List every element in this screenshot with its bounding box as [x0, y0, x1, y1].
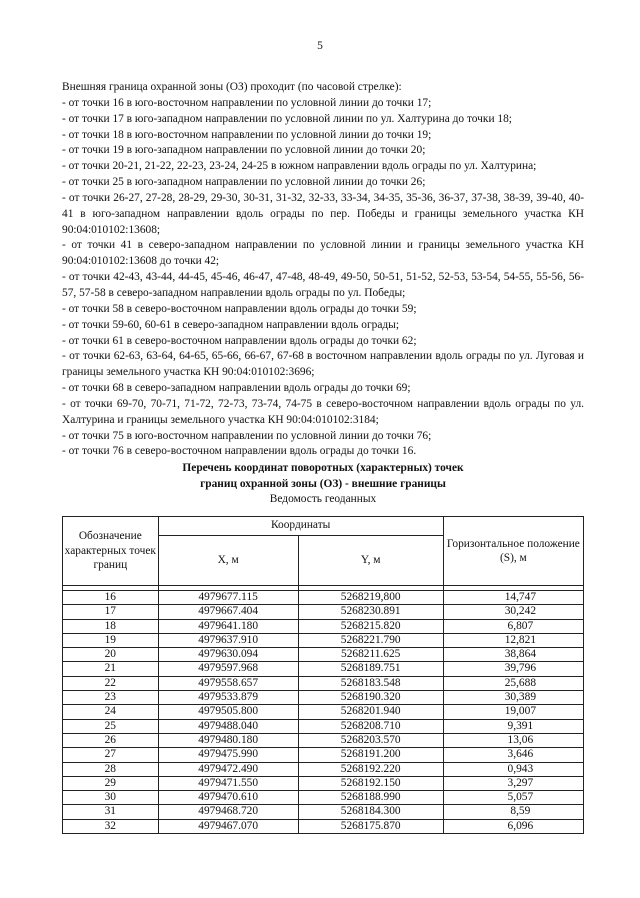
cell-y: 5268208.710 — [298, 719, 443, 733]
cell-y: 5268188.990 — [298, 791, 443, 805]
cell-point: 24 — [63, 705, 159, 719]
table-row — [63, 791, 584, 805]
table-row — [63, 748, 584, 762]
cell-point: 28 — [63, 762, 159, 776]
cell-point: 32 — [63, 819, 159, 833]
cell-horizontal: 3,297 — [443, 776, 583, 790]
cell-x: 4979677.115 — [158, 591, 298, 605]
table-row — [63, 633, 584, 647]
table-row — [63, 762, 584, 776]
paragraph-points-62-68: - от точки 62-63, 63-64, 64-65, 65-66, 66-67, 67-68 в восточном направлении вдоль ограды по ул. Луговая и границы земельного участка КН 90:04:010102:3696; — [62, 350, 584, 379]
paragraph-points-69-75: - от точки 69-70, 70-71, 71-72, 72-73, 73-74, 74-75 в северо-восточном направлении вдоль ограды по ул. Халтурина и границы земельного участка КН 90:04:010102:3184; — [62, 397, 584, 426]
cell-point: 25 — [63, 719, 159, 733]
cell-x: 4979467.070 — [158, 819, 298, 833]
cell-y: 5268211.625 — [298, 648, 443, 662]
cell-point: 31 — [63, 805, 159, 819]
table-row — [63, 591, 584, 605]
cell-y: 5268175.870 — [298, 819, 443, 833]
cell-y: 5268192.150 — [298, 776, 443, 790]
table-body — [63, 586, 584, 834]
paragraph-points-20-25: - от точки 20-21, 21-22, 22-23, 23-24, 24-25 в южном направлении вдоль ограды по ул. Халтурина; — [62, 160, 537, 173]
cell-point: 23 — [63, 691, 159, 705]
cell-point: 26 — [63, 733, 159, 747]
table-row — [63, 662, 584, 676]
cell-point: 18 — [63, 619, 159, 633]
cell-x: 4979667.404 — [158, 605, 298, 619]
header-y: Y, м — [298, 536, 443, 586]
paragraph-point-61: - от точки 61 в северо-восточном направлении вдоль ограды до точки 62; — [62, 334, 417, 347]
cell-horizontal: 30,242 — [443, 605, 583, 619]
cell-y: 5268203.570 — [298, 733, 443, 747]
cell-horizontal: 38,864 — [443, 648, 583, 662]
cell-x: 4979470.610 — [158, 791, 298, 805]
cell-point: 29 — [63, 776, 159, 790]
table-row — [63, 676, 584, 690]
cell-y: 5268219,800 — [298, 591, 443, 605]
paragraph-point-25: - от точки 25 в юго-западном направлении по условной линии до точки 26; — [62, 176, 426, 189]
cell-x: 4979630.094 — [158, 648, 298, 662]
paragraph-point-19: - от точки 19 в юго-западном направлении по условной линии до точки 20; — [62, 144, 426, 157]
page-number: 5 — [317, 40, 323, 52]
cell-point: 19 — [63, 633, 159, 647]
table-row — [63, 776, 584, 790]
cell-horizontal: 14,747 — [443, 591, 583, 605]
cell-x: 4979468.720 — [158, 805, 298, 819]
cell-y: 5268230.891 — [298, 605, 443, 619]
paragraph-point-68: - от точки 68 в северо-западном направлении вдоль ограды до точки 69; — [62, 382, 411, 395]
paragraph-point-41: - от точки 41 в северо-западном направлении по условной линии и границы земельного участка КН 90:04:010102:13608 до точки 42; — [62, 239, 584, 268]
paragraph-point-17: - от точки 17 в юго-западном направлении по условной линии по ул. Халтурина до точки 18; — [62, 112, 512, 125]
cell-horizontal: 13,06 — [443, 733, 583, 747]
table-row — [63, 733, 584, 747]
cell-y: 5268190.320 — [298, 691, 443, 705]
cell-horizontal: 39,796 — [443, 662, 583, 676]
cell-y: 5268201.940 — [298, 705, 443, 719]
heading-line-1: Перечень координат поворотных (характерных) точек — [182, 462, 464, 474]
table-row — [63, 691, 584, 705]
cell-x: 4979505.800 — [158, 705, 298, 719]
cell-x: 4979480.180 — [158, 733, 298, 747]
header-horizontal-position: Горизонтальное положение (S), м — [443, 517, 583, 586]
cell-point: 27 — [63, 748, 159, 762]
cell-horizontal: 6,807 — [443, 619, 583, 633]
cell-horizontal: 30,389 — [443, 691, 583, 705]
header-point-label: Обозначение характерных точек границ — [63, 517, 159, 586]
paragraph-point-58: - от точки 58 в северо-восточном направлении вдоль ограды до точки 59; — [62, 302, 417, 315]
cell-point: 20 — [63, 648, 159, 662]
table-heading — [62, 461, 584, 508]
cell-horizontal: 5,057 — [443, 791, 583, 805]
cell-point: 16 — [63, 591, 159, 605]
table-row — [63, 719, 584, 733]
cell-point: 30 — [63, 791, 159, 805]
heading-line-2: границ охранной зоны (ОЗ) - внешние границы — [200, 477, 446, 490]
table-row — [63, 648, 584, 662]
cell-point: 21 — [63, 662, 159, 676]
header-x: X, м — [158, 536, 298, 586]
paragraph-points-42-58: - от точки 42-43, 43-44, 44-45, 45-46, 46-47, 47-48, 48-49, 49-50, 50-51, 51-52, 52-53, 53-54, 54-55, 55-56, 56-57, 57-58 в северо-западном направлении вдоль ограды по ул. Победы; — [62, 271, 584, 299]
heading-line-3: Ведомость геоданных — [269, 493, 377, 505]
paragraph-point-76: - от точки 76 в северо-восточном направлении вдоль ограды до точки 16. — [62, 445, 417, 458]
cell-y: 5268183.548 — [298, 676, 443, 690]
cell-x: 4979475.990 — [158, 748, 298, 762]
cell-horizontal: 6,096 — [443, 819, 583, 833]
cell-point: 17 — [63, 605, 159, 619]
cell-x: 4979637.910 — [158, 633, 298, 647]
cell-x: 4979471.550 — [158, 776, 298, 790]
paragraph-points-26-41: - от точки 26-27, 27-28, 28-29, 29-30, 30-31, 31-32, 32-33, 33-34, 34-35, 35-36, 36-37, 37-38, 38-39, 39-40, 40-41 в юго-западном направлении вдоль ограды по пер. Победы и границы земельного участка КН 90:04:010102:13608; — [62, 191, 584, 236]
cell-y: 5268221.790 — [298, 633, 443, 647]
cell-point: 22 — [63, 676, 159, 690]
coordinates-table — [62, 516, 584, 834]
paragraph-points-59-61: - от точки 59-60, 60-61 в северо-западном направлении вдоль ограды; — [62, 318, 399, 331]
header-coordinates: Координаты — [158, 517, 443, 536]
cell-horizontal: 19,007 — [443, 705, 583, 719]
table-row — [63, 605, 584, 619]
cell-y: 5268184.300 — [298, 805, 443, 819]
cell-horizontal: 25,688 — [443, 676, 583, 690]
paragraph-point-16: - от точки 16 в юго-восточном направлении по условной линии до точки 17; — [62, 96, 432, 109]
cell-x: 4979558.657 — [158, 676, 298, 690]
cell-horizontal: 3,646 — [443, 748, 583, 762]
cell-horizontal: 9,391 — [443, 719, 583, 733]
table-row — [63, 705, 584, 719]
cell-y: 5268192.220 — [298, 762, 443, 776]
table-row — [63, 805, 584, 819]
paragraph-intro: Внешняя граница охранной зоны (ОЗ) проходит (по часовой стрелке): — [62, 81, 402, 93]
cell-horizontal: 12,821 — [443, 633, 583, 647]
table-row — [63, 619, 584, 633]
cell-y: 5268191.200 — [298, 748, 443, 762]
cell-y: 5268189.751 — [298, 662, 443, 676]
cell-x: 4979488.040 — [158, 719, 298, 733]
cell-horizontal: 8,59 — [443, 805, 583, 819]
cell-x: 4979533.879 — [158, 691, 298, 705]
cell-x: 4979597.968 — [158, 662, 298, 676]
cell-x: 4979641.180 — [158, 619, 298, 633]
cell-y: 5268215.820 — [298, 619, 443, 633]
table-row — [63, 819, 584, 833]
paragraph-point-18: - от точки 18 в юго-восточном направлении по условной линии до точки 19; — [62, 128, 432, 141]
cell-horizontal: 0,943 — [443, 762, 583, 776]
cell-x: 4979472.490 — [158, 762, 298, 776]
boundary-description — [62, 80, 584, 460]
paragraph-point-75: - от точки 75 в юго-восточном направлении по условной линии до точки 76; — [62, 429, 432, 442]
